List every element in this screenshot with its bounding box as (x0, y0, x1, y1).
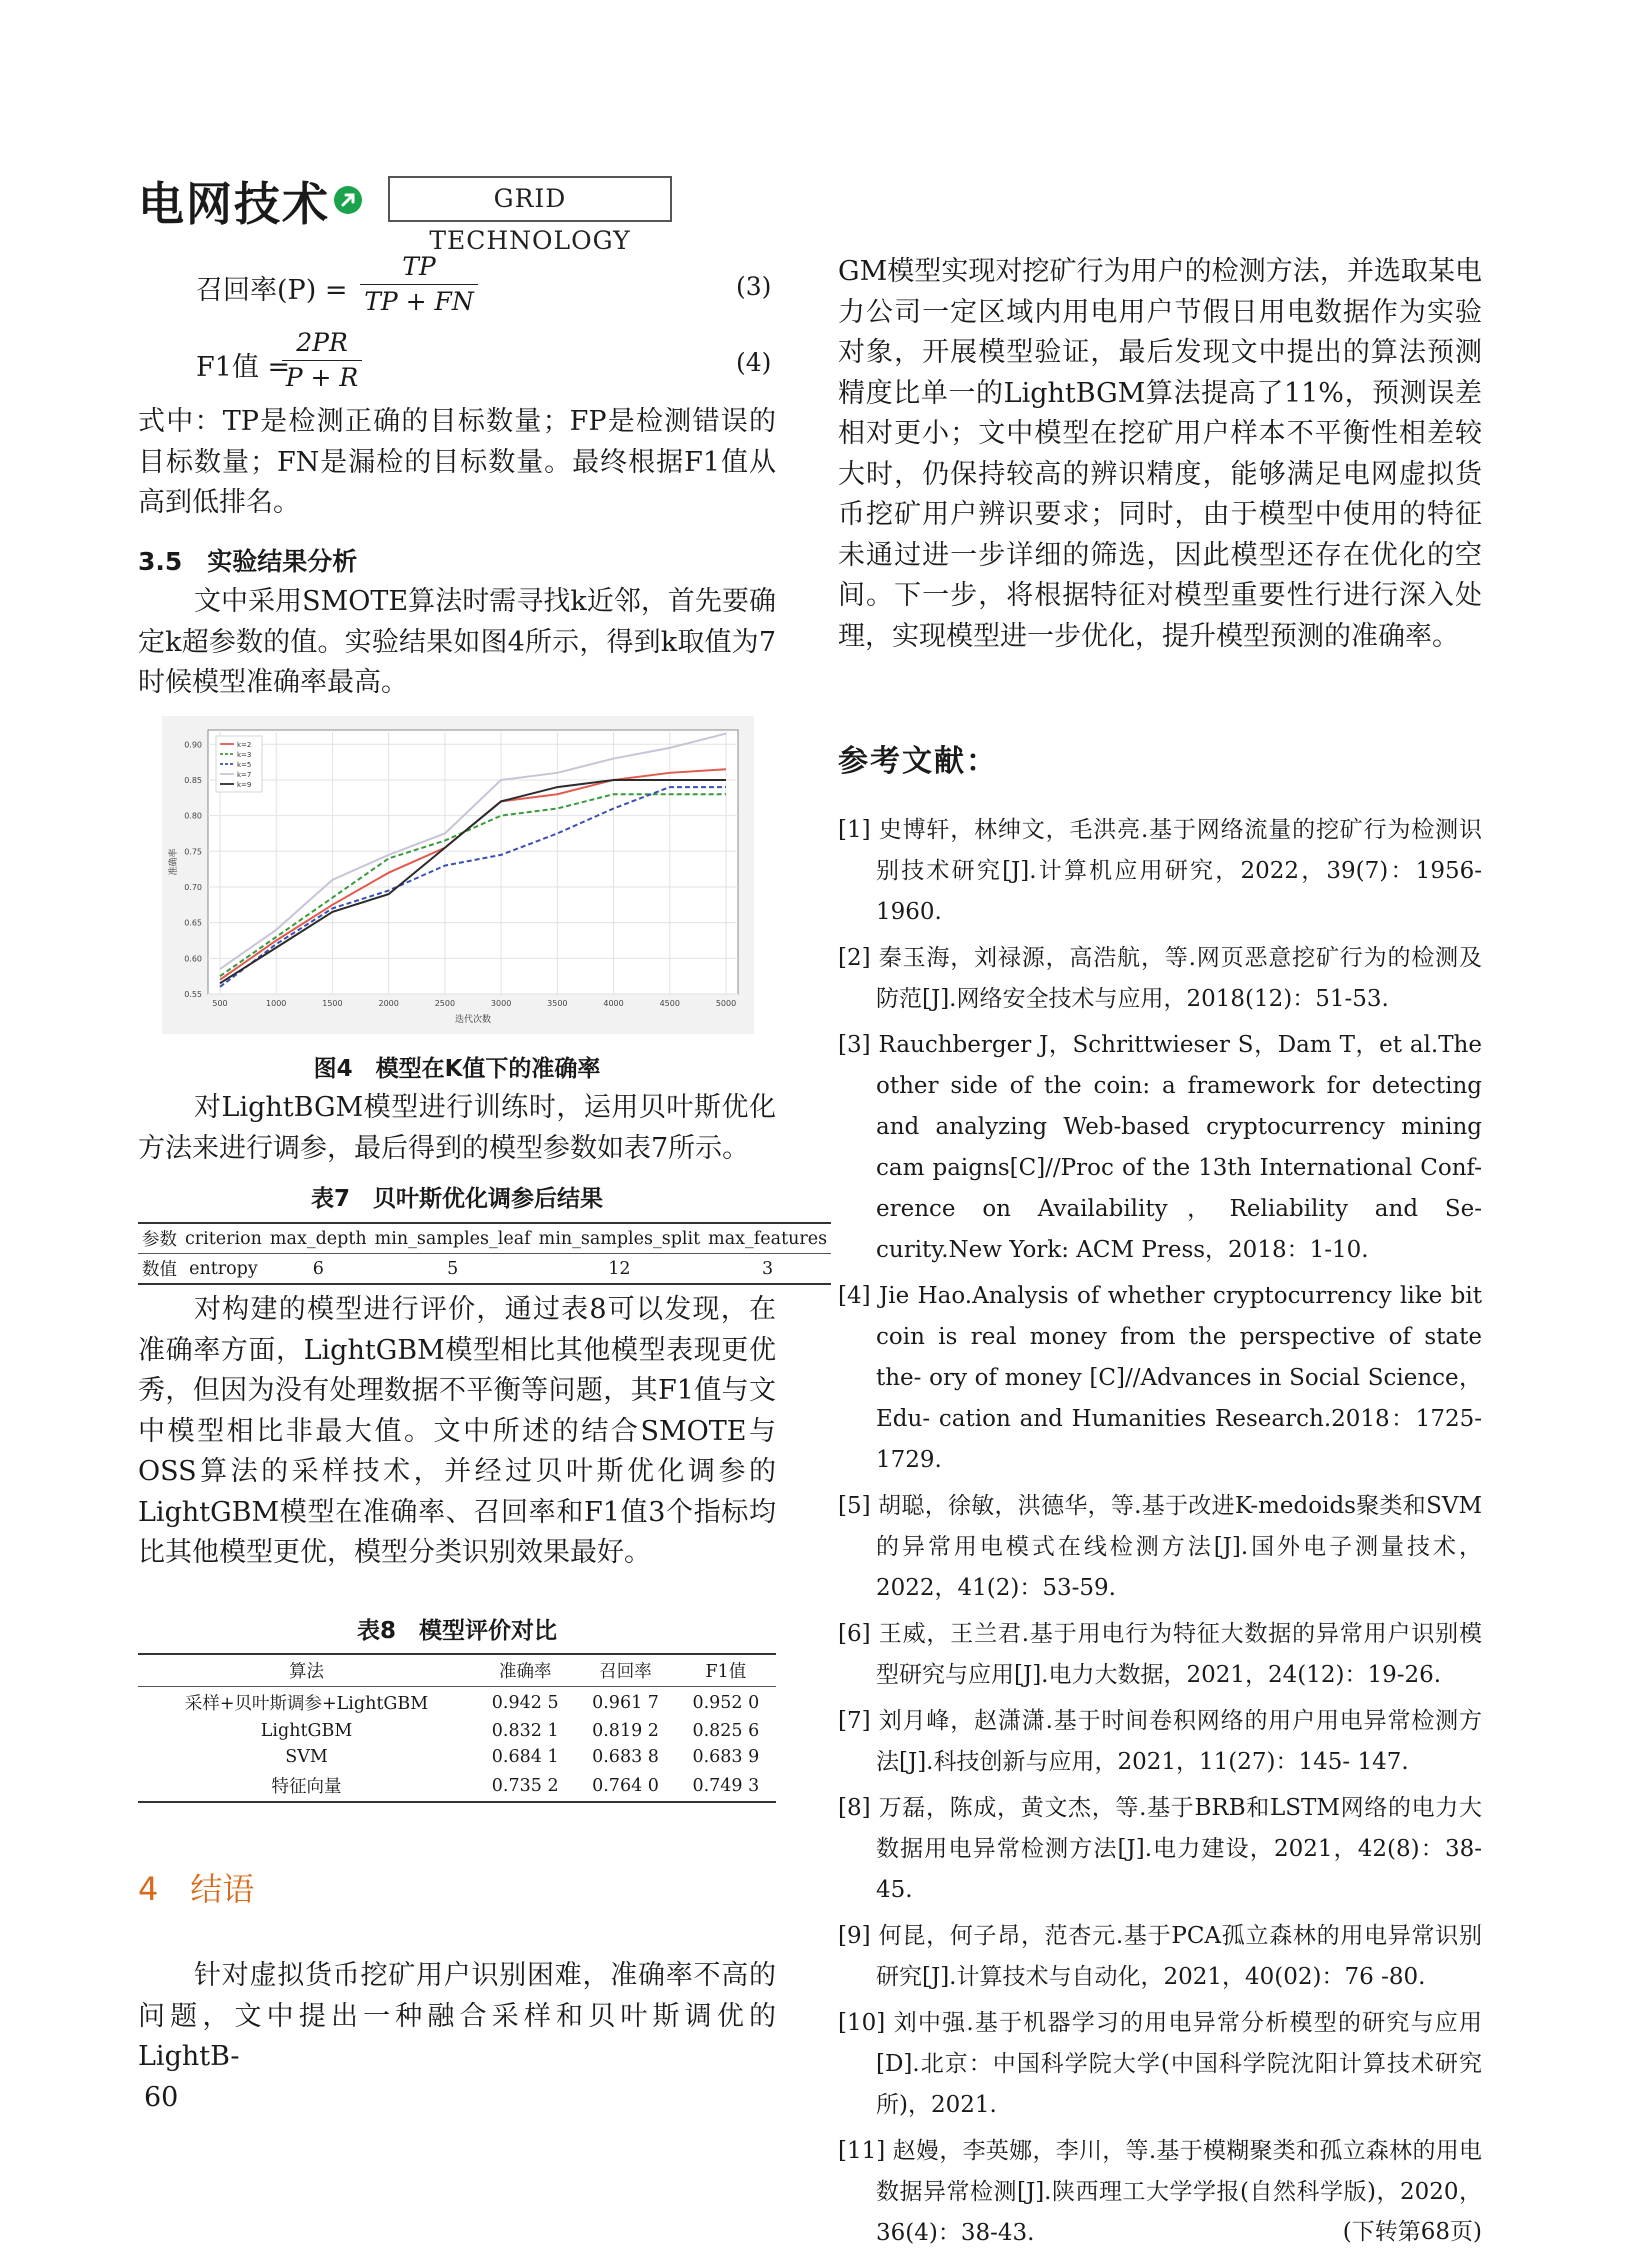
section-heading-3-5: 3.5 实验结果分析 (138, 547, 358, 576)
reference-item: [1] 史博轩，林绅文，毛洪亮.基于网络流量的挖矿行为检测识别技术研究[J].计算机应用研究，2022，39(7)：1956-1960. (838, 817, 1482, 925)
reference-item: [8] 万磊，陈成，黄文杰，等.基于BRB和LSTM网络的电力大数据用电异常检测方法[J].电力建设，2021，42(8)：38-45. (838, 1795, 1482, 1903)
reference-item: [6] 王威，王兰君.基于用电行为特征大数据的异常用户识别模型研究与应用[J].电力大数据，2021，24(12)：19-26. (838, 1621, 1482, 1688)
x-tick-label: 3500 (547, 999, 568, 1008)
equation-f1-numerator: 2PR (296, 328, 348, 357)
reference-item: [7] 刘月峰，赵潇潇.基于时间卷积网络的用户用电异常检测方法[J].科技创新与应用，2021，11(27)：145- 147. (838, 1708, 1482, 1775)
x-tick-label: 3000 (490, 999, 512, 1008)
equation-recall-numerator: TP (402, 252, 436, 281)
table-7-header-cell: min_samples_leaf (374, 1228, 531, 1249)
y-tick-label: 0.90 (184, 740, 202, 750)
table-row (138, 1718, 776, 1744)
paragraph-bayes-tuning: 对LightBGM模型进行训练时，运用贝叶斯优化方法来进行调参，最后得到的模型参数如表7所示。 (138, 1092, 776, 1164)
table-8-cell: 0.749 3 (692, 1775, 760, 1796)
table-8-cell: LightGBM (260, 1721, 353, 1741)
table-8-cell: 采样+贝叶斯调参+LightGBM (184, 1694, 429, 1714)
table-8-cell: 0.942 5 (491, 1692, 559, 1713)
reference-item: [4] Jie Hao.Analysis of whether cryptocurrency like bit coin is real money from the perspective of state the- ory of money [C]//Advances in Social Science，Edu- cation and Humanities Research.2018：1725-1729. (838, 1283, 1482, 1473)
legend-label: k=7 (237, 771, 252, 779)
references-heading: 参考文献： (838, 744, 998, 779)
table-7-cell: 5 (447, 1258, 459, 1279)
x-tick-label: 2500 (434, 999, 456, 1008)
reference-item: [11] 赵嫚，李英娜，李川，等.基于模糊聚类和孤立森林的用电数据异常检测[J].陕西理工大学学报(自然科学版)，2020，36(4)：38-43. (838, 2138, 1482, 2246)
equation-number-4: (4) (736, 348, 772, 377)
table-7-cell: 6 (312, 1258, 324, 1279)
table-8-header-cell: 准确率 (498, 1662, 552, 1682)
equation-recall-denominator: TP + FN (364, 287, 474, 316)
x-tick-label: 5000 (715, 999, 737, 1008)
table-8-cell: 0.952 0 (692, 1692, 760, 1713)
x-tick-label: 500 (212, 999, 228, 1008)
equation-recall-lhs: 召回率(P) = (196, 275, 348, 306)
y-tick-label: 0.55 (184, 990, 202, 999)
equation-number-3: (3) (736, 272, 772, 301)
table-8-cell: 0.961 7 (592, 1692, 659, 1713)
table-row (138, 1770, 776, 1802)
x-tick-label: 4500 (659, 999, 680, 1008)
table-8-header-cell: F1值 (705, 1662, 747, 1682)
table-row (138, 1687, 776, 1719)
table-8-cell: 0.825 6 (692, 1721, 760, 1741)
table-8-caption: 表8 模型评价对比 (356, 1618, 557, 1644)
equation-recall-fraction (360, 252, 478, 317)
y-tick-label: 0.65 (184, 918, 202, 928)
table-8 (138, 1653, 776, 1803)
table-8-cell: 0.683 8 (592, 1747, 659, 1767)
paragraph-conclusion-continued: GM模型实现对挖矿行为用户的检测方法，并选取某电力公司一定区域内用电用户节假日用电数据作为实验对象，开展模型验证，最后发现文中提出的算法预测精度比单一的LightBGM算法提高了11%，预测误差相对更小；文中模型在挖矿用户样本不平衡性相差较大时，仍保持较高的辨识精度，能够满足电网虚拟货币挖矿用户辨识要求；同时，由于模型中使用的特征未通过进一步详细的筛选，因此模型还存在优化的空间。下一步，将根据特征对模型重要性行进行深入处理，实现模型进一步优化，提升模型预测的准确率。 (838, 256, 1482, 652)
table-7 (138, 1222, 831, 1285)
table-7-header-cell: 参数 (142, 1230, 177, 1250)
table-8-cell: 0.683 9 (692, 1747, 760, 1767)
paragraph-model-evaluation: 对构建的模型进行评价，通过表8可以发现，在准确率方面，LightGBM模型相比其他模型表现更优秀，但因为没有处理数据不平衡等问题，其F1值与文中模型相比非最大值。文中所述的结合SMOTE与OSS算法的采样技术，并经过贝叶斯优化调参的LightGBM模型在准确率、召回率和F1值3个指标均比其他模型更优，模型分类识别效果最好。 (138, 1294, 776, 1568)
table-7-header-cell: min_samples_split (538, 1228, 701, 1249)
y-tick-label: 0.60 (184, 954, 202, 964)
y-tick-label: 0.70 (184, 882, 202, 892)
table-8-cell: SVM (285, 1747, 328, 1767)
table-7-header-cell: max_depth (269, 1228, 367, 1249)
figure-4-caption: 图4 模型在K值下的准确率 (313, 1056, 601, 1082)
table-8-header-cell: 召回率 (599, 1662, 652, 1682)
x-tick-label: 4000 (603, 999, 624, 1008)
y-tick-label: 0.85 (184, 775, 202, 785)
journal-english-name: GRID TECHNOLOGY (388, 176, 672, 222)
journal-title: 电网技术 (138, 177, 330, 231)
table-7-caption: 表7 贝叶斯优化调参后结果 (310, 1186, 603, 1212)
table-7-cell: entropy (189, 1258, 258, 1279)
y-tick-label: 0.80 (184, 811, 202, 821)
table-8-cell: 0.819 2 (592, 1721, 659, 1741)
table-7-header-cell: criterion (185, 1228, 262, 1249)
legend-label: k=2 (237, 741, 252, 749)
legend-label: k=3 (237, 751, 252, 759)
x-axis-label: 迭代次数 (454, 1015, 492, 1025)
equation-f1-lhs: F1值 = (196, 352, 291, 383)
table-8-cell: 特征向量 (271, 1777, 342, 1797)
table-8-cell: 0.764 0 (592, 1775, 659, 1796)
plot-area (208, 730, 738, 994)
legend-label: k=5 (237, 761, 252, 769)
table-8-cell: 0.735 2 (491, 1775, 559, 1796)
table-7-cell: 数值 (142, 1260, 177, 1280)
x-tick-label: 2000 (378, 999, 399, 1008)
table-8-header-cell: 算法 (289, 1662, 325, 1682)
legend-label: k=9 (237, 781, 252, 789)
reference-item: [2] 秦玉海，刘禄源，高浩航，等.网页恶意挖矿行为的检测及防范[J].网络安全技术与应用，2018(12)：51-53. (838, 945, 1482, 1012)
y-tick-label: 0.75 (184, 847, 202, 857)
paragraph-smote-k: 文中采用SMOTE算法时需寻找k近邻，首先要确定k超参数的值。实验结果如图4所示，得到k取值为7时候模型准确率最高。 (138, 586, 776, 698)
equation-f1-fraction (282, 328, 362, 393)
table-7-cell: 12 (608, 1258, 631, 1279)
table-row (138, 1744, 776, 1770)
equation-f1-denominator: P + R (285, 363, 359, 392)
reference-item: [5] 胡聪，徐敏，洪德华，等.基于改进K-medoids聚类和SVM的异常用电模式在线检测方法[J].国外电子测量技术，2022，41(2)：53-59. (838, 1493, 1482, 1601)
page-number: 60 (144, 2082, 179, 2113)
section-heading-4: 4 结语 (138, 1870, 255, 1908)
paragraph-equation-notes: 式中：TP是检测正确的目标数量；FP是检测错误的目标数量；FN是漏检的目标数量。最终根据F1值从高到低排名。 (138, 406, 776, 518)
reference-item: [3] Rauchberger J，Schrittwieser S，Dam T，et al.The other side of the coin: a framework for detecting and analyzing Web-based cryptocurrency mining cam paigns[C]//Proc of the 13th International Conf-erence on Availability，Reliability and Se-curity.New York: ACM Press，2018：1-10. (838, 1032, 1482, 1263)
arrow-circle-icon (334, 186, 362, 214)
reference-item: [10] 刘中强.基于机器学习的用电异常分析模型的研究与应用[D].北京：中国科学院大学(中国科学院沈阳计算技术研究所)，2021. (838, 2010, 1482, 2118)
figure-4-chart (162, 716, 754, 1034)
x-tick-label: 1000 (266, 999, 287, 1008)
accuracy-line-chart (162, 716, 754, 1034)
references-list (838, 810, 1482, 2246)
y-axis-label: 准确率 (169, 848, 179, 876)
table-8-cell: 0.684 1 (491, 1747, 559, 1767)
x-tick-label: 1500 (322, 999, 343, 1008)
reference-item: [9] 何昆，何子昂，范杏元.基于PCA孤立森林的用电异常识别研究[J].计算技术与自动化，2021，40(02)：76 -80. (838, 1923, 1482, 1990)
table-8-cell: 0.832 1 (491, 1721, 559, 1741)
paragraph-conclusion-start: 针对虚拟货币挖矿用户识别困难，准确率不高的问题，文中提出一种融合采样和贝叶斯调优的LightB- (138, 1960, 776, 2072)
table-7-header-cell: max_features (708, 1228, 828, 1249)
continued-note: (下转第68页) (1342, 2219, 1482, 2245)
table-7-cell: 3 (762, 1258, 774, 1279)
